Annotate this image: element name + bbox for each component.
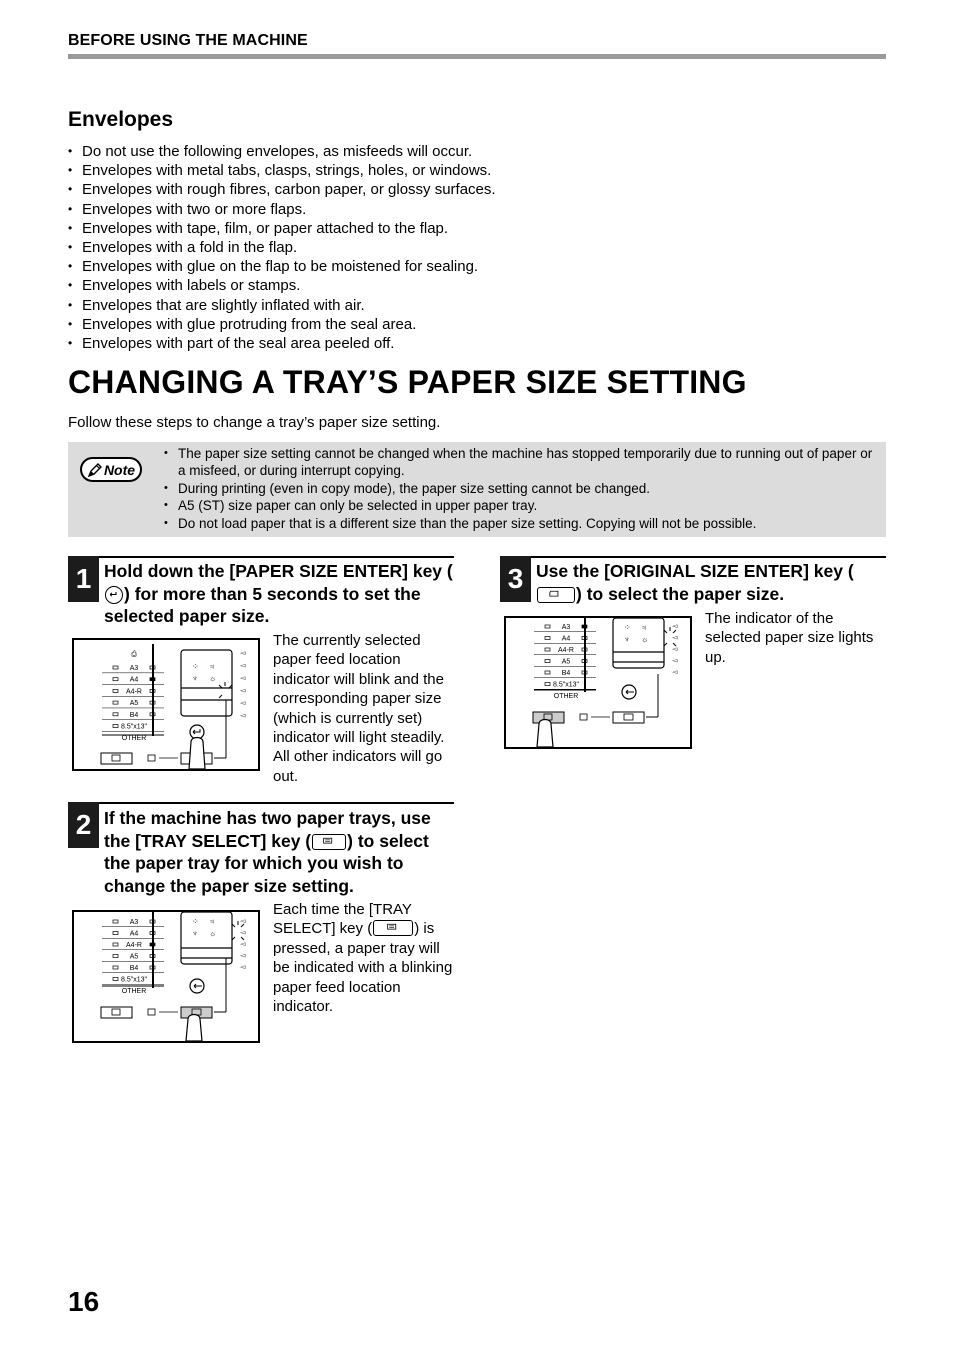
note-box bbox=[68, 442, 886, 537]
svg-text:⁘: ⁘ bbox=[624, 623, 631, 632]
note-list bbox=[164, 445, 874, 532]
size-indicator-label: B4 bbox=[129, 711, 139, 719]
lamp-icon: ◅ bbox=[240, 700, 246, 707]
svg-text:⁘: ⁘ bbox=[192, 662, 199, 671]
size-indicator-lamp bbox=[113, 966, 118, 969]
control-panel-illustration-1 bbox=[72, 638, 260, 771]
note-item: • Do not load paper that is a different size than the paper size setting. Copying will not be possible. bbox=[164, 515, 874, 532]
size-indicator-label: A4-R bbox=[558, 647, 574, 654]
step-2-rule bbox=[68, 802, 454, 804]
svg-text:⎙: ⎙ bbox=[131, 651, 137, 658]
size-indicator-label: A4-R bbox=[126, 942, 142, 949]
size-indicator-lamp bbox=[113, 920, 118, 923]
size-indicator-label: A5 bbox=[129, 700, 139, 708]
size-indicator-lamp bbox=[113, 689, 118, 692]
size-indicator-label: A4 bbox=[561, 635, 571, 643]
size-indicator-label: OTHER bbox=[121, 735, 147, 743]
size-indicator-lamp bbox=[113, 701, 118, 704]
step-2-description bbox=[273, 900, 455, 1016]
step-3-number: 3 bbox=[500, 556, 531, 602]
step-1-heading-part: ) for more than 5 seconds to set the selected paper size. bbox=[104, 583, 421, 626]
size-indicator-lamp bbox=[113, 678, 118, 681]
size-indicator-label: 8.5"x13" bbox=[121, 723, 147, 731]
step-2-description-part: Each time the [TRAY SELECT] key ( bbox=[273, 901, 412, 938]
list-item: • Envelopes with part of the seal area peeled off. bbox=[68, 334, 496, 353]
svg-text:♃: ♃ bbox=[641, 623, 647, 632]
original-size-enter-key-icon bbox=[537, 587, 575, 603]
step-1-rule bbox=[68, 556, 454, 558]
list-item: • Envelopes with tape, film, or paper attached to the flap. bbox=[68, 219, 496, 238]
size-indicator-lamp bbox=[545, 671, 550, 674]
svg-text:♃: ♃ bbox=[209, 662, 215, 671]
size-indicator-label: 8.5"x13" bbox=[121, 976, 147, 984]
svg-text:☼: ☼ bbox=[641, 635, 649, 644]
size-indicator-label: OTHER bbox=[553, 693, 579, 700]
lamp-icon: ◅ bbox=[240, 650, 246, 657]
list-item: • Envelopes that are slightly inflated with air. bbox=[68, 296, 496, 315]
list-item: • Envelopes with labels or stamps. bbox=[68, 276, 496, 295]
size-indicator-label: A4 bbox=[129, 930, 139, 938]
note-item: • A5 (ST) size paper can only be selected in upper paper tray. bbox=[164, 497, 874, 514]
size-indicator-lamp bbox=[545, 637, 550, 640]
size-indicator-lamp bbox=[545, 683, 550, 686]
lamp-icon: ◅ bbox=[240, 941, 246, 948]
size-indicator-label: 8.5"x13" bbox=[553, 681, 579, 689]
svg-text:⁘: ⁘ bbox=[192, 917, 199, 926]
size-indicator-lamp bbox=[150, 678, 155, 681]
page-number: 16 bbox=[68, 1286, 100, 1317]
lamp-icon: ◅ bbox=[672, 657, 678, 665]
lamp-icon: ◅ bbox=[672, 623, 678, 630]
note-badge bbox=[80, 457, 142, 482]
size-indicator-lamp bbox=[113, 666, 118, 669]
paper-size-enter-key-icon bbox=[105, 586, 123, 604]
size-indicator-lamp bbox=[545, 660, 550, 663]
control-panel-illustration-3 bbox=[504, 616, 692, 749]
size-indicator-lamp bbox=[150, 943, 155, 946]
lamp-icon: ◅ bbox=[672, 634, 678, 642]
lamp-icon: ◅ bbox=[240, 952, 246, 960]
size-indicator-label: A5 bbox=[561, 658, 571, 666]
step-3-heading-part: Use the [ORIGINAL SIZE ENTER] key ( bbox=[536, 561, 854, 581]
step-1-description: The currently selected paper feed location indicator will blink and the corresponding paper size (which is currently set) indicator will light steadily. All other indicators will go out. bbox=[273, 632, 445, 785]
lamp-icon: ◅ bbox=[240, 712, 246, 720]
svg-text:♆: ♆ bbox=[624, 635, 630, 644]
size-indicator-label: A3 bbox=[129, 919, 139, 926]
list-item: • Envelopes with glue on the flap to be moistened for sealing. bbox=[68, 257, 496, 276]
section-title: CHANGING A TRAY’S PAPER SIZE SETTING bbox=[68, 364, 747, 400]
size-indicator-label: A3 bbox=[129, 665, 139, 672]
list-item: • Envelopes with glue protruding from the seal area. bbox=[68, 315, 496, 334]
svg-text:♆: ♆ bbox=[192, 674, 198, 683]
header-rule bbox=[68, 54, 886, 59]
step-2-heading-part: ) to select the paper tray for which you wish to change the paper size setting. bbox=[104, 830, 429, 896]
size-indicator-lamp bbox=[113, 932, 118, 935]
lamp-icon: ◅ bbox=[240, 687, 246, 695]
running-header: BEFORE USING THE MACHINE bbox=[68, 32, 308, 49]
size-indicator-label: A4 bbox=[129, 676, 139, 684]
lamp-icon: ◅ bbox=[672, 669, 678, 676]
size-indicator-label: B4 bbox=[129, 965, 139, 972]
lamp-icon: ◅ bbox=[240, 675, 246, 682]
step-2-heading bbox=[104, 807, 456, 897]
step-2-heading-part: If the machine has two paper trays, use the [TRAY SELECT] key ( bbox=[104, 808, 431, 851]
size-indicator-lamp bbox=[113, 943, 118, 946]
step-3-heading-part: ) to select the paper size. bbox=[576, 583, 785, 604]
list-item: • Envelopes with rough fibres, carbon paper, or glossy surfaces. bbox=[68, 180, 496, 199]
svg-text:♃: ♃ bbox=[209, 917, 215, 926]
svg-text:☼: ☼ bbox=[209, 929, 217, 938]
size-indicator-label: A4-R bbox=[126, 688, 142, 696]
step-3-rule bbox=[500, 556, 886, 558]
step-1-heading bbox=[104, 560, 456, 628]
lamp-icon: ◅ bbox=[240, 929, 246, 937]
size-indicator-label: A5 bbox=[129, 953, 139, 961]
size-indicator-lamp bbox=[113, 725, 118, 728]
list-item: • Envelopes with metal tabs, clasps, strings, holes, or windows. bbox=[68, 161, 496, 180]
size-indicator-lamp bbox=[582, 625, 587, 628]
size-indicator-label: B4 bbox=[561, 670, 571, 677]
size-indicator-lamp bbox=[545, 625, 550, 628]
step-2-description-part: ) is pressed, a paper tray will be indicated with a blinking paper feed location indicator. bbox=[273, 920, 453, 1016]
section-intro: Follow these steps to change a tray’s paper size setting. bbox=[68, 414, 441, 431]
pencil-icon bbox=[87, 462, 103, 478]
lamp-icon: ◅ bbox=[240, 918, 246, 925]
list-item: • Do not use the following envelopes, as misfeeds will occur. bbox=[68, 142, 496, 161]
lamp-icon: ◅ bbox=[240, 964, 246, 971]
size-indicator-lamp bbox=[545, 648, 550, 651]
envelopes-title: Envelopes bbox=[68, 108, 174, 131]
step-3-description: The indicator of the selected paper size lights up. bbox=[705, 610, 874, 666]
list-item: • Envelopes with two or more flaps. bbox=[68, 200, 496, 219]
list-item: • Envelopes with a fold in the flap. bbox=[68, 238, 496, 257]
step-3-heading bbox=[536, 560, 886, 605]
tray-select-key-icon bbox=[373, 920, 413, 936]
lamp-icon: ◅ bbox=[240, 662, 246, 670]
size-indicator-label: A3 bbox=[561, 624, 571, 631]
step-1-number: 1 bbox=[68, 556, 99, 602]
note-item: • The paper size setting cannot be changed when the machine has stopped temporarily due to running out of paper or a misfeed, or during interrupt copying. bbox=[164, 445, 874, 480]
step-2-number: 2 bbox=[68, 802, 99, 848]
envelopes-list bbox=[68, 142, 496, 353]
size-indicator-lamp bbox=[113, 978, 118, 981]
lamp-icon: ◅ bbox=[672, 646, 678, 653]
svg-text:♆: ♆ bbox=[192, 929, 198, 938]
step-1-heading-part: Hold down the [PAPER SIZE ENTER] key ( bbox=[104, 561, 453, 581]
tray-select-key-icon bbox=[312, 834, 346, 850]
svg-text:☼: ☼ bbox=[209, 674, 217, 683]
size-indicator-lamp bbox=[113, 955, 118, 958]
control-panel-illustration-2 bbox=[72, 910, 260, 1043]
size-indicator-label: OTHER bbox=[121, 988, 147, 995]
size-indicator-lamp bbox=[113, 713, 118, 716]
note-item: • During printing (even in copy mode), the paper size setting cannot be changed. bbox=[164, 480, 874, 497]
note-badge-label: Note bbox=[103, 461, 136, 478]
